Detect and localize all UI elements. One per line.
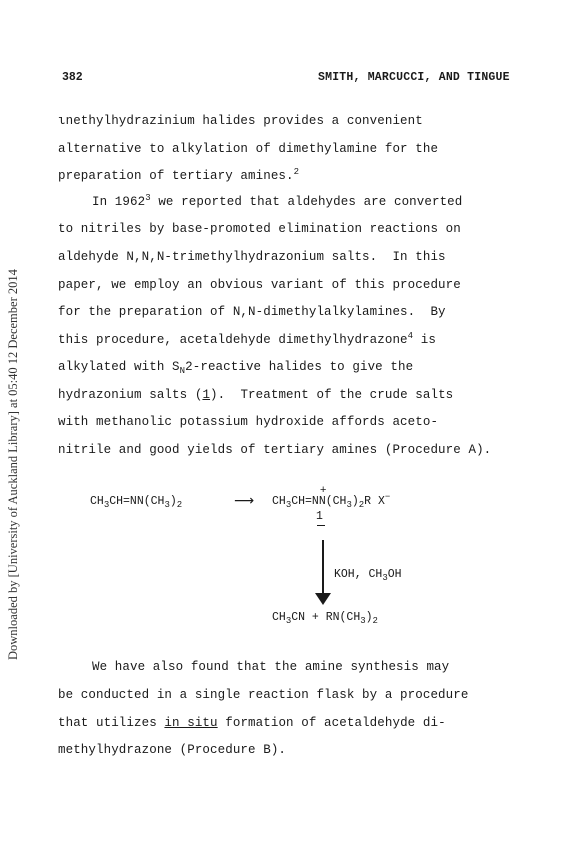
text-run: formation of acetaldehyde di- <box>217 716 446 730</box>
text-run: hydrazonium salts ( <box>58 388 203 402</box>
text-run: In 1962 <box>92 195 146 209</box>
scheme-final-products: $CH_3CN + RN(CH_3)_2$ <box>272 611 378 626</box>
arrow-shaft <box>322 540 324 598</box>
text-run: that utilizes <box>58 716 165 730</box>
footnote-ref: 3 <box>145 193 151 203</box>
arrow-head <box>315 593 331 605</box>
footnote-ref: 2 <box>293 167 300 177</box>
body-line <box>58 333 436 347</box>
body-line: nitrile and good yields of tertiary amines (Procedure A). <box>58 443 492 457</box>
scheme-reagents: KOH, $CH_3OH$ <box>334 568 402 583</box>
body-line <box>92 195 462 209</box>
text-run: preparation of tertiary amines. <box>58 169 294 183</box>
compound-ref: 1 <box>202 388 211 402</box>
body-line: with methanolic potassium hydroxide affords aceto- <box>58 415 439 429</box>
compound-number-underline <box>317 525 325 526</box>
running-head: SMITH, MARCUCCI, AND TINGUE <box>318 71 510 84</box>
scheme-product: $CH_3CH=NN$ + $(CH_3)_2R$ X− <box>272 485 391 510</box>
text-run: we reported that aldehydes are converted <box>150 195 463 209</box>
scheme-reactant: $CH_3CH=NN(CH_3)_2$ <box>90 495 183 510</box>
italic-term: in situ <box>164 716 218 730</box>
body-line: methylhydrazone (Procedure B). <box>58 743 287 757</box>
text-run: ). Treatment of the crude salts <box>210 388 454 402</box>
text-run: 2-reactive halides to give the <box>185 360 414 374</box>
body-line: to nitriles by base-promoted elimination reactions on <box>58 222 461 236</box>
subscript: N <box>179 366 186 376</box>
reaction-arrow-icon: ⟶ <box>234 493 255 509</box>
body-line: We have also found that the amine synthesis may <box>92 660 450 674</box>
download-side-note: Downloaded by [University of Auckland Library] at 05:40 12 December 2014 <box>6 269 20 660</box>
body-line <box>58 360 413 374</box>
footnote-ref: 4 <box>407 331 414 341</box>
body-line: aldehyde N,N,N-trimethylhydrazonium salts. In this <box>58 250 446 264</box>
text-run: is <box>413 333 436 347</box>
compound-number: 1 <box>316 510 323 523</box>
body-line <box>58 388 453 402</box>
text-run: this procedure, acetaldehyde dimethylhydrazone <box>58 333 408 347</box>
body-line <box>58 169 299 183</box>
body-line <box>58 716 446 730</box>
body-line: ιnethylhydrazinium halides provides a convenient <box>58 114 423 128</box>
text-run: alkylated with S <box>58 360 180 374</box>
body-line: paper, we employ an obvious variant of this procedure <box>58 278 461 292</box>
body-line: for the preparation of N,N-dimethylalkylamines. By <box>58 305 446 319</box>
body-line: alternative to alkylation of dimethylamine for the <box>58 142 439 156</box>
page-number: 382 <box>62 71 83 84</box>
body-line: be conducted in a single reaction flask by a procedure <box>58 688 469 702</box>
